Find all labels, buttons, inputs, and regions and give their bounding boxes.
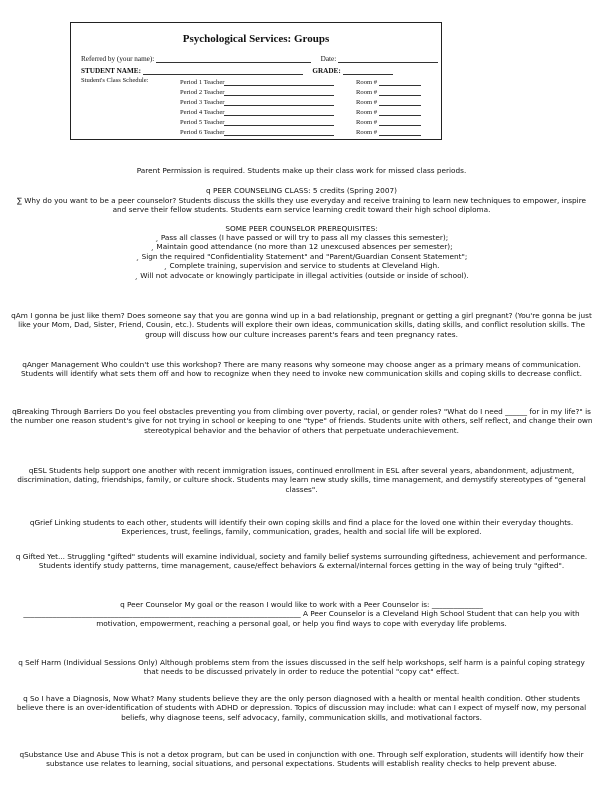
date-label: Date: bbox=[320, 55, 337, 63]
period-3-teacher: Period 3 Teacher bbox=[180, 97, 334, 106]
permission-note: Parent Permission is required. Students make up their class work for missed class periods. bbox=[136, 166, 467, 175]
room-3-field[interactable] bbox=[379, 97, 421, 106]
prerequisite-item: ¸ Will not advocate or knowingly participate in illegal activities (outside or inside of school). bbox=[134, 270, 469, 280]
form-title: Psychological Services: Groups bbox=[182, 33, 330, 45]
room-6-field[interactable] bbox=[379, 127, 421, 136]
prerequisites-list bbox=[10, 233, 593, 280]
referred-by-label: Referred by (your name): bbox=[81, 55, 155, 63]
student-name-label: STUDENT NAME: bbox=[81, 67, 141, 75]
referred-by-field[interactable] bbox=[156, 54, 311, 63]
student-name-row bbox=[81, 66, 393, 75]
date-field[interactable] bbox=[338, 54, 438, 63]
period-5-teacher: Period 5 Teacher bbox=[180, 117, 334, 126]
gonna-be-like-them-section: qAm I gonna be just like them? Does someone say that you are gonna wind up in a bad relationship, pregnant or getting a girl pregnant? (You're gonna be just like your Mom, Dad, Sister, Friend, Cousin, etc.). Students will explore their own ideas, communication skills, dating skills, and conflict resolution skills. The group will discuss how our culture increases parent's fears and teen pregnancy rates. bbox=[11, 311, 592, 339]
period-6-teacher: Period 6 Teacher bbox=[180, 127, 334, 136]
period-3-field[interactable] bbox=[224, 97, 334, 106]
bullet-icon: ¸ bbox=[154, 233, 159, 242]
bullet-icon: ¸ bbox=[135, 251, 140, 261]
breaking-barriers-section: qBreaking Through Barriers Do you feel obstacles preventing you from climbing over poverty, racial, or gender roles? "What do I need ______ for in my life?" is the number one reason student's give for not trying in school or keeping to one "type" of friends. Students unite with others, self reflect, and change their own stereotypical behavior and the behavior of others that perpetuate underachievement. bbox=[10, 407, 593, 435]
bullet-icon: ¸ bbox=[134, 270, 138, 280]
referral-form bbox=[70, 22, 442, 140]
schedule-label: Student's Class Schedule: bbox=[81, 77, 149, 84]
period-3-room: Room # bbox=[356, 97, 421, 106]
diagnosis-section: q So I have a Diagnosis, Now What? Many students believe they are the only person diagnosed with a health or mental health condition. Other students believe there is an over-identification of students with ADHD or depression. Topics of discussion may include: what can I expect of myself now, my personal beliefs, why diagnose teens, self advocacy, family, communication skills, and motivational factors. bbox=[16, 694, 587, 722]
period-4-room: Room # bbox=[356, 107, 421, 116]
room-4-field[interactable] bbox=[379, 107, 421, 116]
peer-counseling-description: ∑ Why do you want to be a peer counselor? Students discuss the skills they use everyday and receive training to learn new techniques to empower, inspire and serve their fellow students. Students earn service learning credit toward their high school diploma. bbox=[16, 196, 587, 215]
grief-section: qGrief Linking students to each other, students will identify their own coping skills and find a place for the loved one within their everyday thoughts. Experiences, trust, feelings, family, communication, grades, health and social life will be explored. bbox=[29, 518, 574, 537]
period-5-field[interactable] bbox=[224, 117, 334, 126]
substance-abuse-section: qSubstance Use and Abuse This is not a detox program, but can be used in conjunction with one. Through self exploration, students will identify how their substance use relates to learning, social situations, and personal expectations. Students will establish reality checks to help prevent abuse. bbox=[19, 750, 584, 769]
period-2-teacher: Period 2 Teacher bbox=[180, 87, 334, 96]
room-5-field[interactable] bbox=[379, 117, 421, 126]
room-2-field[interactable] bbox=[379, 87, 421, 96]
bullet-icon: ¸ bbox=[163, 261, 168, 271]
gifted-section: q Gifted Yet... Struggling "gifted" students will examine individual, society and family belief systems surrounding giftedness, achievement and performance. Students identify study patterns, time management, cause/effect behaviors & external/internal forces getting in the way of being truly "gifted". bbox=[15, 552, 588, 571]
peer-counseling-title: q PEER COUNSELING CLASS: 5 credits (Spring 2007) bbox=[206, 186, 397, 195]
period-4-teacher: Period 4 Teacher bbox=[180, 107, 334, 116]
prerequisite-item: ¸ Maintain good attendance (no more than 12 unexcused absences per semester); bbox=[150, 242, 453, 252]
room-1-field[interactable] bbox=[379, 77, 421, 86]
period-1-room: Room # bbox=[356, 77, 421, 86]
bullet-icon: ¸ bbox=[150, 242, 155, 252]
grade-field[interactable] bbox=[343, 66, 393, 75]
period-6-field[interactable] bbox=[224, 127, 334, 136]
esl-section: qESL Students help support one another with recent immigration issues, continued enrollment in ESL after several years, abandonment, adjustment, discrimination, dating, friendships, family, or culture shock. Students may learn new study skills, time management, and demystify stereotypes of "general classes". bbox=[17, 466, 586, 494]
period-6-room: Room # bbox=[356, 127, 421, 136]
anger-management-section: qAnger Management Who couldn't use this workshop? There are many reasons why someone may choose anger as a primary means of communication. Students will identify what sets them off and how to recognize when they need to invoke new communication skills and coping skills to decrease conflict. bbox=[20, 360, 582, 379]
period-4-field[interactable] bbox=[224, 107, 334, 116]
peer-counselor-section: q Peer Counselor My goal or the reason I would like to work with a Peer Counselor is: ______________ ____________________________________________________________________________ A Peer Counselor is a Cleveland High School Student that can help you with motivation, empowerment, reaching a personal goal, or help you find ways to cope with everyday life problems. bbox=[23, 600, 580, 628]
period-5-room: Room # bbox=[356, 117, 421, 126]
self-harm-section: q Self Harm (Individual Sessions Only) Although problems stem from the issues discussed in the self help workshops, self harm is a painful coping strategy that needs to be discussed privately in order to reduce the potential "copy cat" effect. bbox=[18, 658, 585, 677]
grade-label: GRADE: bbox=[312, 67, 341, 75]
prerequisite-item: ¸ Pass all classes (I have passed or will try to pass all my classes this semester); bbox=[154, 233, 449, 242]
period-2-room: Room # bbox=[356, 87, 421, 96]
prerequisite-item: ¸ Sign the required "Confidentiality Statement" and "Parent/Guardian Consent Statement"; bbox=[135, 251, 468, 261]
period-1-field[interactable] bbox=[224, 77, 334, 86]
prerequisites-heading: SOME PEER COUNSELOR PREREQUISITES: bbox=[225, 224, 378, 233]
period-2-field[interactable] bbox=[224, 87, 334, 96]
referred-by-row bbox=[81, 54, 438, 63]
prerequisite-item: ¸ Complete training, supervision and service to students at Cleveland High. bbox=[163, 261, 440, 271]
period-1-teacher: Period 1 Teacher bbox=[180, 77, 334, 86]
student-name-field[interactable] bbox=[143, 66, 303, 75]
